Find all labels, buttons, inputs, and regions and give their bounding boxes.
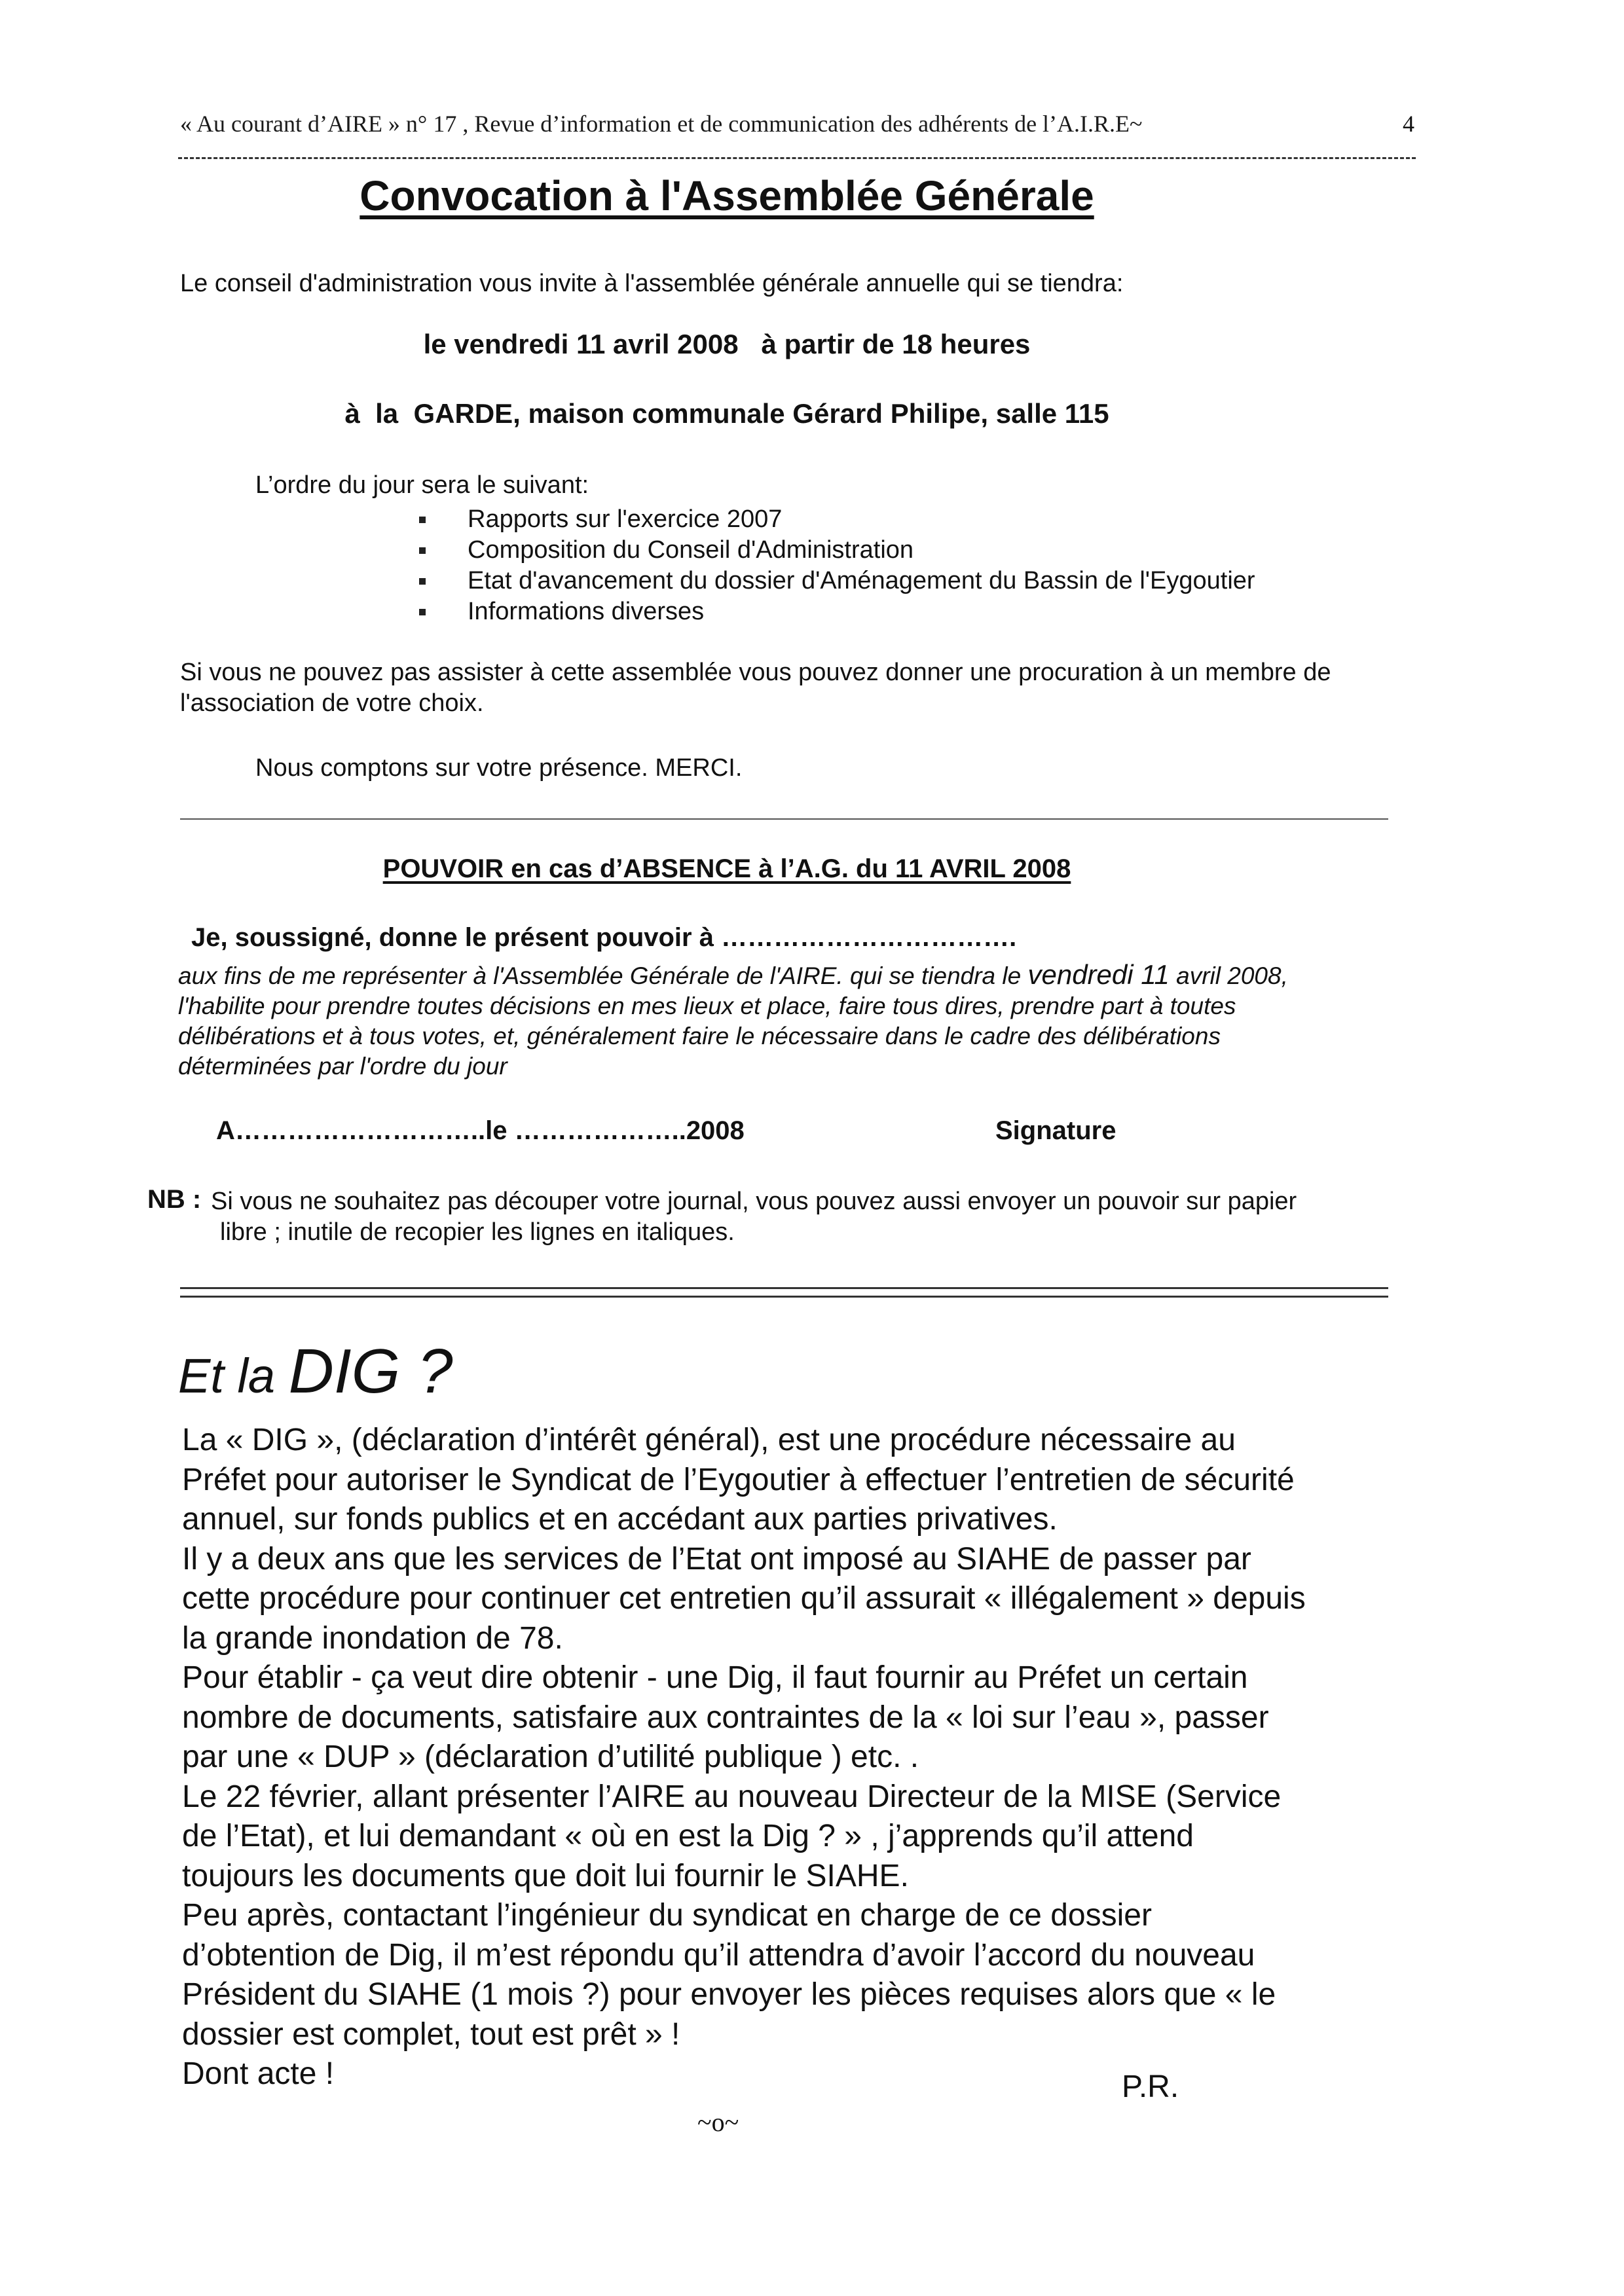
nb-note-line: libre ; inutile de recopier les lignes en italiques. xyxy=(220,1218,735,1246)
article-line: annuel, sur fonds publics et en accédant aux parties privatives. xyxy=(182,1502,1058,1537)
convocation-intro: Le conseil d'administration vous invite à l'assemblée générale annuelle qui se tiendra: xyxy=(180,270,1124,297)
signature-label: Signature xyxy=(995,1116,1116,1145)
article-line: Préfet pour autoriser le Syndicat de l’Eygoutier à effectuer l’entretien de sécurité xyxy=(182,1462,1295,1497)
end-mark: ~o~ xyxy=(697,2107,739,2137)
proxy-text-line: délibérations et à tous votes, et, généralement faire le nécessaire dans le cadre des délibérations xyxy=(178,1023,1221,1049)
article-line: nombre de documents, satisfaire aux contraintes de la « loi sur l’eau », passer xyxy=(182,1700,1269,1735)
proxy-text-date: vendredi 11 xyxy=(1027,959,1170,990)
article-closing: Dont acte ! xyxy=(182,2056,335,2091)
proxy-legal-text xyxy=(178,960,1435,1082)
journal-header: « Au courant d’AIRE » n° 17 , Revue d’information et de communication des adhérents de l’A.I.R.E~ xyxy=(180,111,1143,137)
header-divider xyxy=(178,157,1416,159)
dig-article-body xyxy=(182,1421,1426,2094)
article-author: P.R. xyxy=(1122,2069,1179,2104)
proxy-declaration: Je, soussigné, donne le présent pouvoir à ……………………………. xyxy=(191,923,1017,952)
place-date-field[interactable]: A………………………..le ………………..2008 xyxy=(216,1116,745,1145)
article-line: toujours les documents que doit lui fournir le SIAHE. xyxy=(182,1858,909,1893)
agenda-intro: L’ordre du jour sera le suivant: xyxy=(255,471,589,499)
article-line: Président du SIAHE (1 mois ?) pour envoyer les pièces requises alors que « le xyxy=(182,1977,1276,2012)
proxy-form-title: POUVOIR en cas d’ABSENCE à l’A.G. du 11 AVRIL 2008 xyxy=(382,854,1071,883)
article-line: d’obtention de Dig, il m’est répondu qu’il attendra d’avoir l’accord du nouveau xyxy=(182,1937,1255,1973)
meeting-place: à la GARDE, maison communale Gérard Philipe, salle 115 xyxy=(344,398,1109,429)
agenda-item: Etat d'avancement du dossier d'Aménagement du Bassin de l'Eygoutier xyxy=(419,566,1255,596)
article-line: cette procédure pour continuer cet entretien qu’il assurait « illégalement » depuis xyxy=(182,1581,1306,1616)
agenda-item: Composition du Conseil d'Administration xyxy=(419,535,1255,566)
proxy-text-line: aux fins de me représenter à l'Assemblée Générale de l'AIRE. qui se tiendra le xyxy=(178,962,1028,989)
attendance-thanks: Nous comptons sur votre présence. MERCI. xyxy=(255,754,743,782)
article-line: Il y a deux ans que les services de l’Etat ont imposé au SIAHE de passer par xyxy=(182,1541,1251,1576)
article-line: Peu après, contactant l’ingénieur du syndicat en charge de ce dossier xyxy=(182,1898,1152,1933)
article-line: par une « DUP » (déclaration d’utilité publique ) etc. . xyxy=(182,1740,919,1774)
article-line: dossier est complet, tout est prêt » ! xyxy=(182,2016,680,2052)
dig-title-main: DIG ? xyxy=(288,1336,453,1406)
article-line: Pour établir - ça veut dire obtenir - une Dig, il faut fournir au Préfet un certain xyxy=(182,1660,1248,1695)
convocation-title: Convocation à l'Assemblée Générale xyxy=(360,172,1094,219)
proxy-text-line: l'habilite pour prendre toutes décisions en mes lieux et place, faire tous dires, prendre part à toutes xyxy=(178,993,1236,1019)
meeting-date: le vendredi 11 avril 2008 à partir de 18 heures xyxy=(423,329,1031,359)
proxy-text-line: déterminées par l'ordre du jour xyxy=(178,1053,507,1080)
article-line: de l’Etat), et lui demandant « où en est la Dig ? » , j’apprends qu’il attend xyxy=(182,1819,1194,1853)
proxy-text-year: avril 2008, xyxy=(1169,962,1288,989)
proxy-note-line: Si vous ne pouvez pas assister à cette assemblée vous pouvez donner une procuration à un membre de xyxy=(180,659,1331,686)
nb-label: NB : xyxy=(147,1185,202,1214)
agenda-list xyxy=(419,504,1255,627)
agenda-item: Informations diverses xyxy=(419,596,1255,627)
nb-note-line: Si vous ne souhaitez pas découper votre journal, vous pouvez aussi envoyer un pouvoir sur papier xyxy=(211,1188,1297,1215)
agenda-item: Rapports sur l'exercice 2007 xyxy=(419,504,1255,535)
section-divider xyxy=(180,1287,1388,1298)
proxy-note-line: l'association de votre choix. xyxy=(180,689,484,717)
dig-article-title xyxy=(178,1336,452,1412)
nb-note xyxy=(211,1186,1297,1248)
article-line: Le 22 février, allant présenter l’AIRE au nouveau Directeur de la MISE (Service xyxy=(182,1779,1282,1814)
article-line: la grande inondation de 78. xyxy=(182,1620,563,1656)
cut-line xyxy=(180,818,1388,820)
page-number: 4 xyxy=(1403,111,1414,137)
article-line: La « DIG », (déclaration d’intérêt général), est une procédure nécessaire au xyxy=(182,1423,1236,1457)
proxy-note xyxy=(180,657,1331,719)
dig-title-prefix: Et la xyxy=(178,1349,289,1403)
